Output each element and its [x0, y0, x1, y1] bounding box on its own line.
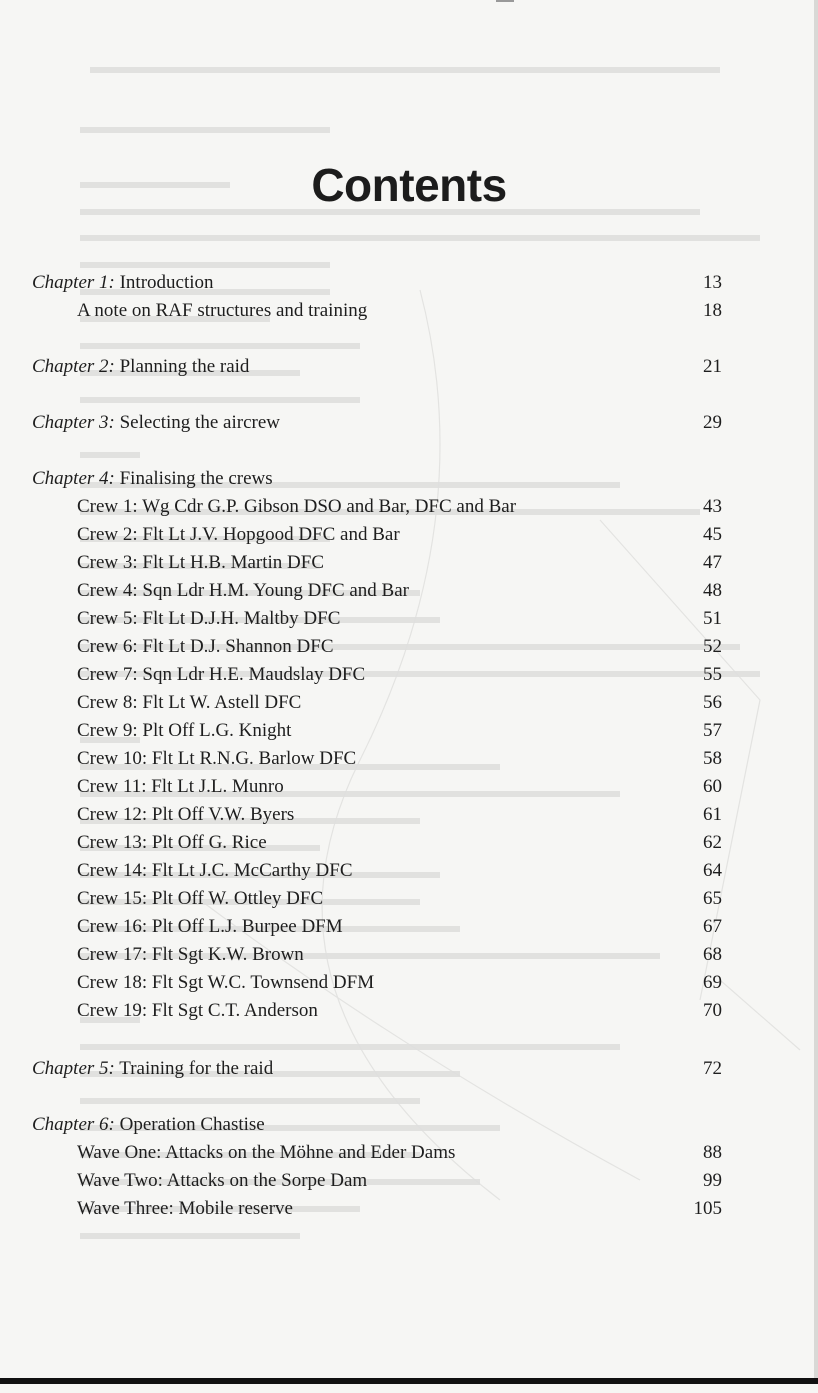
toc-page-number: 64 [703, 860, 722, 881]
toc-page-number: 67 [703, 916, 722, 937]
page-edge [814, 0, 818, 1384]
toc-entry-label: Wave Three: Mobile reserve [77, 1198, 293, 1219]
toc-entry-label [32, 1055, 273, 1083]
toc-entry-label: Crew 2: Flt Lt J.V. Hopgood DFC and Bar [77, 524, 400, 545]
toc-entry-label: Crew 16: Plt Off L.J. Burpee DFM [77, 916, 343, 937]
toc-entry [77, 297, 722, 325]
toc-entry-label: Crew 4: Sqn Ldr H.M. Young DFC and Bar [77, 580, 409, 601]
toc-page-number: 29 [703, 412, 722, 433]
toc-page-number: 65 [703, 888, 722, 909]
toc-entry-label: Crew 17: Flt Sgt K.W. Brown [77, 944, 304, 965]
toc-page-number: 61 [703, 804, 722, 825]
toc-entry-label: Crew 7: Sqn Ldr H.E. Maudslay DFC [77, 664, 366, 685]
chapter-title: Planning the raid [119, 356, 250, 377]
toc-entry-label: Crew 8: Flt Lt W. Astell DFC [77, 692, 302, 713]
toc-page-number: 21 [703, 356, 722, 377]
toc-entry [77, 605, 722, 633]
toc-entry-label [32, 353, 249, 381]
toc-page-number: 48 [703, 580, 722, 601]
toc-entry [77, 801, 722, 829]
toc-page-number: 58 [703, 748, 722, 769]
toc-entry-label: Crew 3: Flt Lt H.B. Martin DFC [77, 552, 325, 573]
toc-entry [77, 661, 722, 689]
toc-entry-label: Crew 12: Plt Off V.W. Byers [77, 804, 295, 825]
toc-entry-chapter-3 [32, 409, 722, 437]
chapter-title: Introduction [119, 272, 214, 293]
toc-page-number: 88 [703, 1142, 722, 1163]
toc-entry-chapter-1 [32, 269, 722, 297]
toc-entry-label: Crew 13: Plt Off G. Rice [77, 832, 267, 853]
toc-entry [77, 717, 722, 745]
toc-page-number: 69 [703, 972, 722, 993]
toc-page-number: 55 [703, 664, 722, 685]
toc-entry [77, 885, 722, 913]
chapter-number: Chapter 5: [32, 1058, 115, 1079]
chapter-number: Chapter 4: [32, 468, 115, 489]
toc-entry-label [32, 269, 214, 297]
page-bottom-edge [0, 1378, 818, 1384]
toc-page-number: 13 [703, 272, 722, 293]
toc-entry [77, 521, 722, 549]
toc-entry [77, 997, 722, 1025]
page-title: Contents [311, 159, 507, 211]
toc-entry-label [32, 465, 273, 493]
chapter-title: Finalising the crews [119, 468, 273, 489]
toc-entry-label [32, 409, 280, 437]
toc-entry [77, 969, 722, 997]
toc-page-number: 56 [703, 692, 722, 713]
toc-page-number: 99 [703, 1170, 722, 1191]
chapter-number: Chapter 2: [32, 356, 115, 377]
toc-entry-label: Crew 18: Flt Sgt W.C. Townsend DFM [77, 972, 375, 993]
toc-entry-label: Wave One: Attacks on the Möhne and Eder Dams [77, 1142, 456, 1163]
toc-entry-label [32, 1111, 265, 1139]
toc-page-number: 47 [703, 552, 722, 573]
toc-entry [77, 913, 722, 941]
toc-page-number: 70 [703, 1000, 722, 1021]
chapter-title: Selecting the aircrew [119, 412, 280, 433]
chapter-number: Chapter 1: [32, 272, 115, 293]
toc-entry [77, 857, 722, 885]
toc-entry-chapter-2 [32, 353, 722, 381]
toc-page-number: 105 [693, 1198, 722, 1219]
toc-entry [77, 1167, 722, 1195]
toc-page-number: 72 [703, 1058, 722, 1079]
toc-page-number: 45 [703, 524, 722, 545]
toc-entry [77, 1139, 722, 1167]
toc-entry [77, 745, 722, 773]
toc-entry-label: Crew 15: Plt Off W. Ottley DFC [77, 888, 324, 909]
toc-entry-label: Crew 11: Flt Lt J.L. Munro [77, 776, 284, 797]
toc-page-number: 43 [703, 496, 722, 517]
toc-entry-label: Crew 6: Flt Lt D.J. Shannon DFC [77, 636, 334, 657]
toc-page-number: 52 [703, 636, 722, 657]
toc-page-number: 51 [703, 608, 722, 629]
toc-page-number: 68 [703, 944, 722, 965]
toc-page-number: 57 [703, 720, 722, 741]
toc-entry-chapter-6 [32, 1111, 722, 1139]
toc-entry-label: Crew 1: Wg Cdr G.P. Gibson DSO and Bar, DFC and Bar [77, 496, 517, 517]
toc-entry [77, 1195, 722, 1223]
toc-entry [77, 493, 722, 521]
chapter-title: Training for the raid [119, 1058, 274, 1079]
toc-entry [77, 773, 722, 801]
toc-entry [77, 633, 722, 661]
toc-entry [77, 549, 722, 577]
chapter-number: Chapter 3: [32, 412, 115, 433]
toc-entry-label: A note on RAF structures and training [77, 300, 368, 321]
toc-entry-chapter-4 [32, 465, 722, 493]
toc-entry-label: Crew 14: Flt Lt J.C. McCarthy DFC [77, 860, 353, 881]
toc-entry-label: Crew 9: Plt Off L.G. Knight [77, 720, 292, 741]
toc-entry-label: Crew 10: Flt Lt R.N.G. Barlow DFC [77, 748, 357, 769]
toc-entry [77, 829, 722, 857]
chapter-title: Operation Chastise [119, 1114, 265, 1135]
toc-entry [77, 577, 722, 605]
toc-entry-label: Wave Two: Attacks on the Sorpe Dam [77, 1170, 368, 1191]
toc-entry-label: Crew 5: Flt Lt D.J.H. Maltby DFC [77, 608, 341, 629]
toc-entry-label: Crew 19: Flt Sgt C.T. Anderson [77, 1000, 318, 1021]
toc-entry [77, 689, 722, 717]
chapter-number: Chapter 6: [32, 1114, 115, 1135]
toc-page-number: 60 [703, 776, 722, 797]
toc-page-number: 18 [703, 300, 722, 321]
toc-page-number: 62 [703, 832, 722, 853]
toc-entry [77, 941, 722, 969]
toc-entry-chapter-5 [32, 1055, 722, 1083]
